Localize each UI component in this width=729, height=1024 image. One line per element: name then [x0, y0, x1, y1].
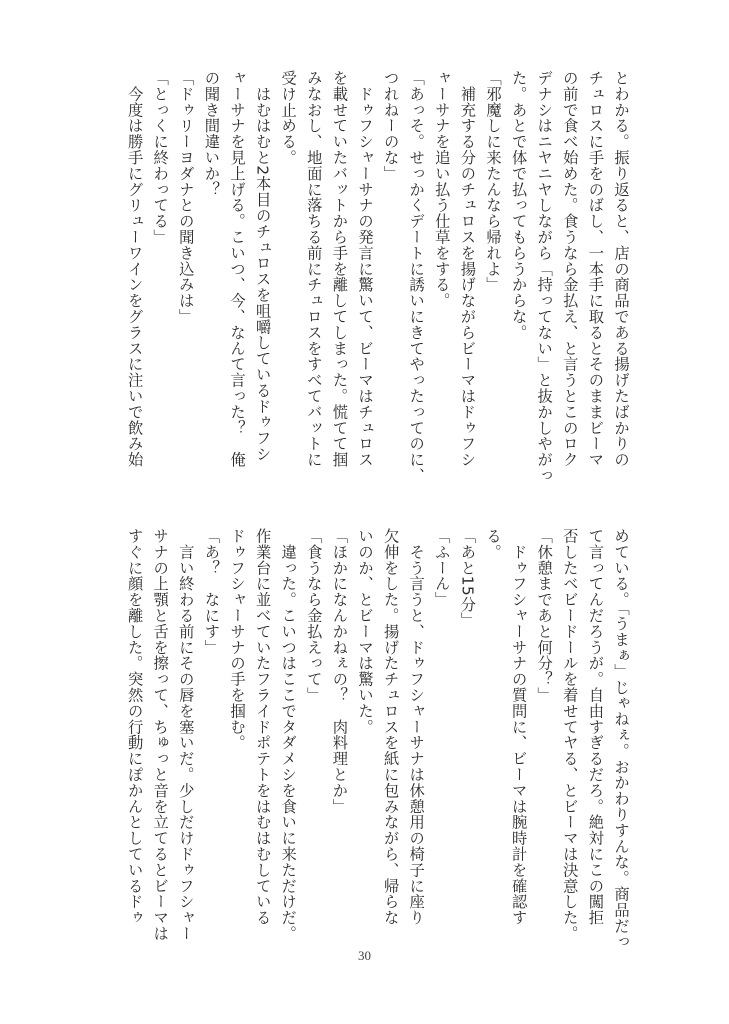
text-column: すぐに顔を離した。突然の行動にぽかんとしているドゥ	[125, 528, 144, 926]
text-column: 「休憩まであと何分？」	[535, 528, 554, 703]
text-column: つれねーのな」	[381, 70, 400, 182]
text-column: 「食うなら金払えって」	[304, 528, 323, 703]
text-column: とわかる。振り返ると、店の商品である揚げたばかりの	[612, 70, 630, 468]
text-column: そう言うと、ドゥフシャーサナは休憩用の椅子に座り	[407, 528, 426, 926]
text-column: サナの上顎と舌を擦って、ちゅっと音を立てるとビーマは	[151, 528, 170, 942]
text-column: いのか、とビーマは驚いた。	[356, 528, 374, 735]
text-column: 今度は勝手にグリューワインをグラスに注いで飲み始	[125, 70, 144, 468]
text-column: みなおし、地面に落ちる前にチュロスをすべてバットに	[304, 70, 323, 468]
text-column: ドゥフシャーサナの手を掴む。	[228, 528, 246, 751]
text-column: る。	[484, 528, 502, 560]
text-column: 違った。こいつはここでタダメシを食いに来ただけだ。	[279, 528, 298, 942]
text-column: ドゥフシャーサナの発言に驚いて、ビーマはチュロス	[356, 70, 374, 468]
text-column: デナシはニヤニヤしながら「持ってない」と抜かしやがっ	[535, 70, 554, 484]
text-column: 「あと15分」	[458, 528, 477, 629]
page-number: 30	[358, 948, 371, 963]
text-column: 「邪魔しに来たんなら帰れよ」	[484, 70, 502, 293]
text-column: 補充する分のチュロスを揚げながらビーマはドゥフシ	[458, 70, 477, 468]
text-column: めている。「うまぁ」じゃねぇ。おかわりすんな。商品だっ	[612, 528, 630, 950]
text-column: 欠伸をした。揚げたチュロスを紙に包みながら、帰らな	[381, 528, 400, 926]
text-column: 「あ？ なにす」	[202, 528, 221, 656]
text-column: ャーサナを見上げる。こいつ、今、なんて言った？ 俺	[228, 70, 246, 468]
text-column: の聞き間違いか？	[202, 70, 221, 198]
text-column: を載せていたバットから手を離してしまった。慌てて掴	[330, 70, 349, 468]
text-column: 「とっくに終わってる」	[151, 70, 170, 245]
text-column: ャーサナを追い払う仕草をする。	[432, 70, 451, 309]
text-column: 否したベビードールを着せてヤる、とビーマは決意した。	[560, 528, 579, 942]
text-column: 「ほかになんかねぇの？ 肉料理とか」	[330, 528, 349, 815]
text-column: た。あとで体で払ってもらうからな。	[509, 70, 528, 341]
text-column: 「あっそ。せっかくデートに誘いにきてやったってのに、	[407, 70, 426, 484]
text-column: 「ドゥリーヨダナとの聞き込みは」	[176, 70, 195, 325]
text-column: 作業台に並べていたフライドポテトをはむはむしている	[253, 528, 272, 926]
text-column: チュロスに手をのばし、一本手に取るとそのままビーマ	[586, 70, 605, 468]
text-column: て言ってんだろうが。自由すぎるだろ。絶対にこの闖拒	[586, 528, 605, 926]
text-column: はむはむと2本目のチュロスを咀嚼しているドゥフシ	[253, 70, 272, 462]
text-column: 「ふーん」	[432, 528, 451, 608]
text-column: ドゥフシャーサナの質問に、ビーマは腕時計を確認す	[509, 528, 528, 926]
text-column: 言い終わる前にその唇を塞いだ。少しだけドゥフシャー	[176, 528, 195, 942]
text-column: の前で食べ始めた。食うなら金払え、と言うとこのロク	[560, 70, 579, 468]
text-column: 受け止める。	[279, 70, 298, 166]
